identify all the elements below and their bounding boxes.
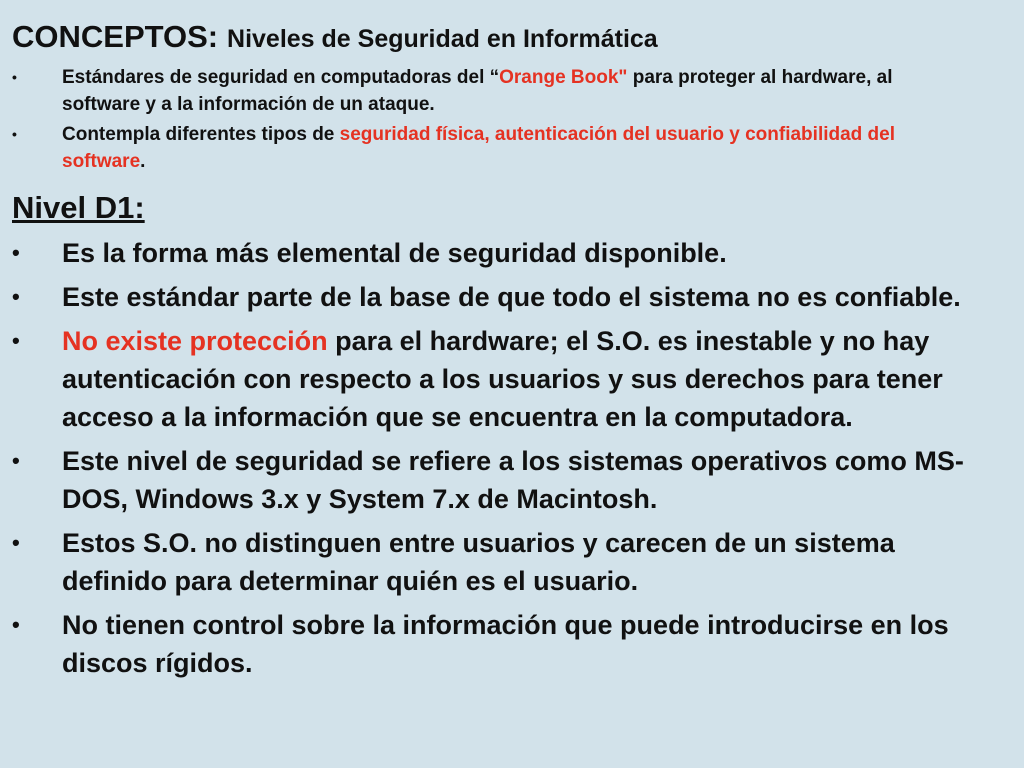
no-protection-highlight: No existe protección <box>62 326 328 356</box>
section-heading-d1: Nivel D1: <box>12 190 145 225</box>
d1-bullet <box>0 606 1007 682</box>
security-types-highlight: seguridad física, autenticación del usuario y confiabilidad del software <box>62 124 896 172</box>
d1-bullet-text: Este estándar parte de la base de que todo el sistema no es confiable. <box>62 282 961 312</box>
d1-bullet <box>0 442 1007 518</box>
bullet-icon: • <box>12 240 20 265</box>
d1-bullet-text: Este nivel de seguridad se refiere a los sistemas operativos como MS-DOS, Windows 3.x y System 7.x de Macintosh. <box>62 446 964 514</box>
d1-bullet-text: No tienen control sobre la información que puede introducirse en los discos rígidos. <box>62 610 949 678</box>
d1-bullet-text: Es la forma más elemental de seguridad disponible. <box>62 238 727 268</box>
intro-text: Estándares de seguridad en computadoras del “ <box>62 67 500 88</box>
slide-title <box>12 16 658 59</box>
intro-bullet-orange-book <box>0 64 942 118</box>
bullet-icon: • <box>12 530 20 555</box>
bullet-icon: • <box>12 126 17 142</box>
intro-text: Contempla diferentes tipos de <box>62 124 340 145</box>
bullet-icon: • <box>12 612 20 637</box>
intro-text: para proteger al hardware, al software y a la información de un ataque. <box>62 67 893 115</box>
d1-bullet-text: para el hardware; el S.O. es inestable y no hay autenticación con respecto a los usuarios y sus derechos para tener acceso a la información que se encuentra en la computadora. <box>62 326 943 432</box>
d1-bullet-list <box>0 234 1007 682</box>
intro-bullet-list <box>0 64 942 175</box>
d1-bullet-text: Estos S.O. no distinguen entre usuarios y carecen de un sistema definido para determinar quién es el usuario. <box>62 528 895 596</box>
d1-bullet <box>0 524 1007 600</box>
bullet-icon: • <box>12 284 20 309</box>
bullet-icon: • <box>12 448 20 473</box>
title-subtitle: Niveles de Seguridad en Informática <box>227 25 658 53</box>
bullet-icon: • <box>12 69 17 85</box>
d1-bullet <box>0 322 1007 436</box>
intro-bullet-security-types <box>0 121 942 175</box>
d1-bullet <box>0 278 1007 316</box>
orange-book-highlight: Orange Book" <box>499 67 628 88</box>
intro-text: . <box>140 151 146 172</box>
bullet-icon: • <box>12 328 20 353</box>
d1-bullet <box>0 234 1007 272</box>
title-main: CONCEPTOS: <box>12 19 219 54</box>
